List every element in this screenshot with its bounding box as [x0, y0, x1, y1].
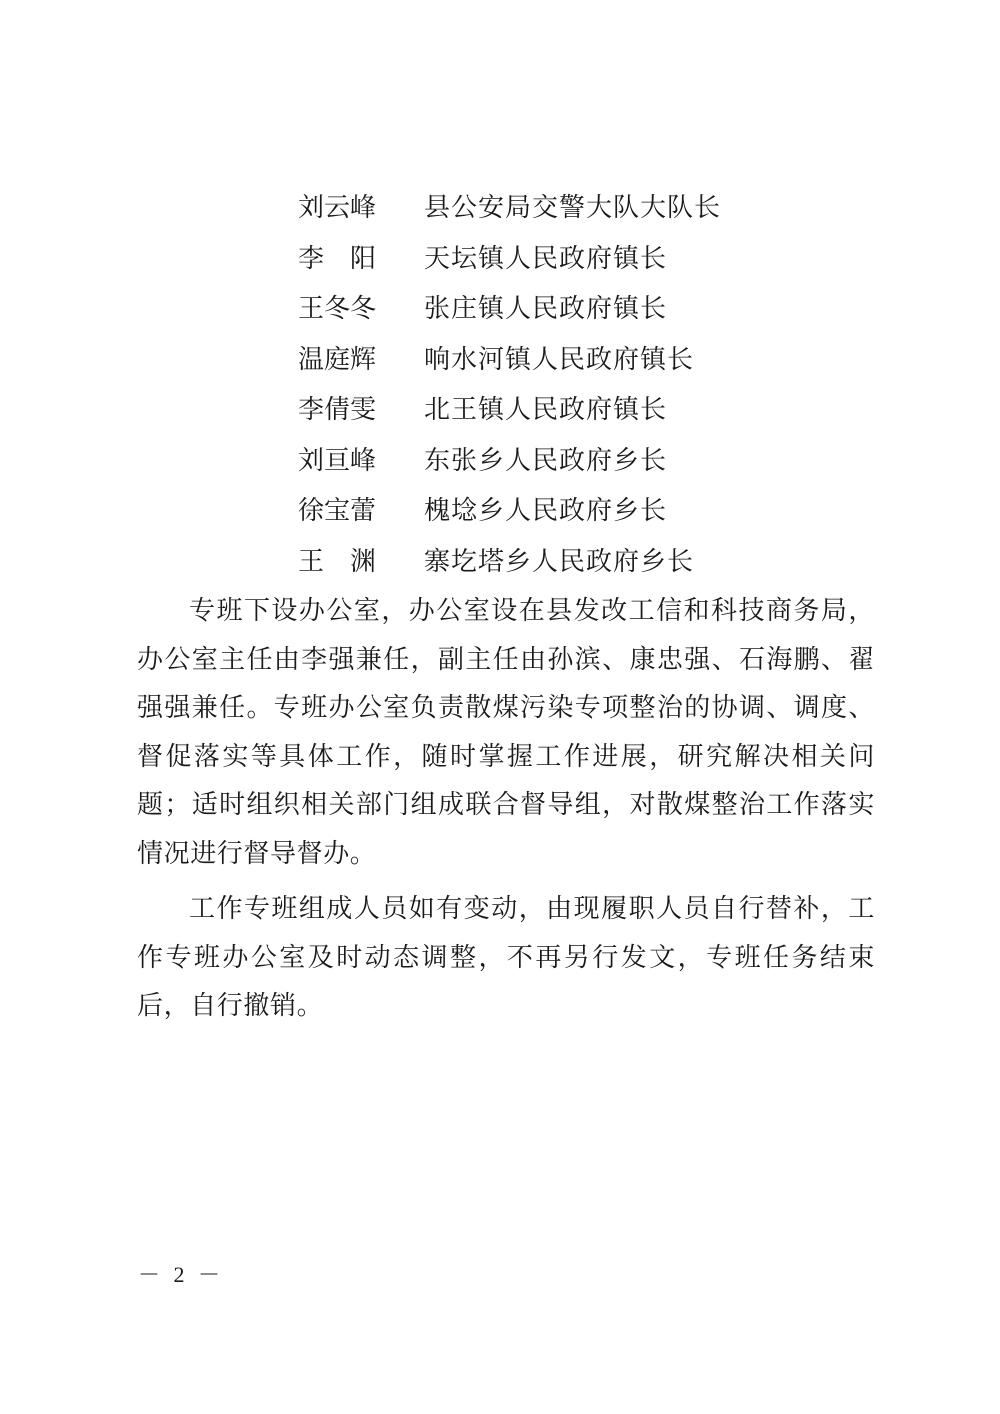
- member-title: 响水河镇人民政府镇长: [424, 344, 695, 375]
- member-row: [298, 436, 721, 487]
- member-title: 寨圪塔乡人民政府乡长: [424, 546, 695, 577]
- member-name: 刘亘峰: [298, 445, 377, 476]
- member-name: 刘云峰: [298, 193, 377, 224]
- page-number: － 2 －: [138, 1262, 225, 1287]
- member-row: [298, 335, 721, 386]
- member-row: [298, 537, 721, 588]
- member-row: [298, 486, 721, 537]
- member-row: [298, 183, 721, 234]
- member-list: [298, 183, 721, 587]
- member-name: 李 阳: [298, 243, 377, 274]
- member-name: 温庭辉: [298, 344, 377, 375]
- member-title: 东张乡人民政府乡长: [424, 445, 668, 476]
- member-row: [298, 284, 721, 335]
- member-row: [298, 385, 721, 436]
- member-name: 王冬冬: [298, 294, 377, 325]
- member-row: [298, 234, 721, 285]
- member-title: 北王镇人民政府镇长: [424, 395, 668, 426]
- member-title: 槐埝乡人民政府乡长: [424, 496, 668, 527]
- office-paragraph: 专班下设办公室，办公室设在县发改工信和科技商务局，办公室主任由李强兼任，副主任由孙滨、康忠强、石海鹏、翟强强兼任。专班办公室负责散煤污染专项整治的协调、调度、督促落实等具体工作，随时掌握工作进展，研究解决相关问题；适时组织相关部门组成联合督导组，对散煤整治工作落实情况进行督导督办。: [137, 596, 875, 869]
- changes-paragraph: 工作专班组成人员如有变动，由现履职人员自行替补，工作专班办公室及时动态调整，不再另行发文，专班任务结束后，自行撤销。: [137, 894, 875, 1021]
- member-title: 张庄镇人民政府镇长: [424, 294, 668, 325]
- member-name: 徐宝蕾: [298, 496, 377, 527]
- member-title: 县公安局交警大队大队长: [424, 193, 722, 224]
- member-name: 王 渊: [298, 546, 377, 577]
- member-name: 李倩雯: [298, 395, 377, 426]
- member-title: 天坛镇人民政府镇长: [424, 243, 668, 274]
